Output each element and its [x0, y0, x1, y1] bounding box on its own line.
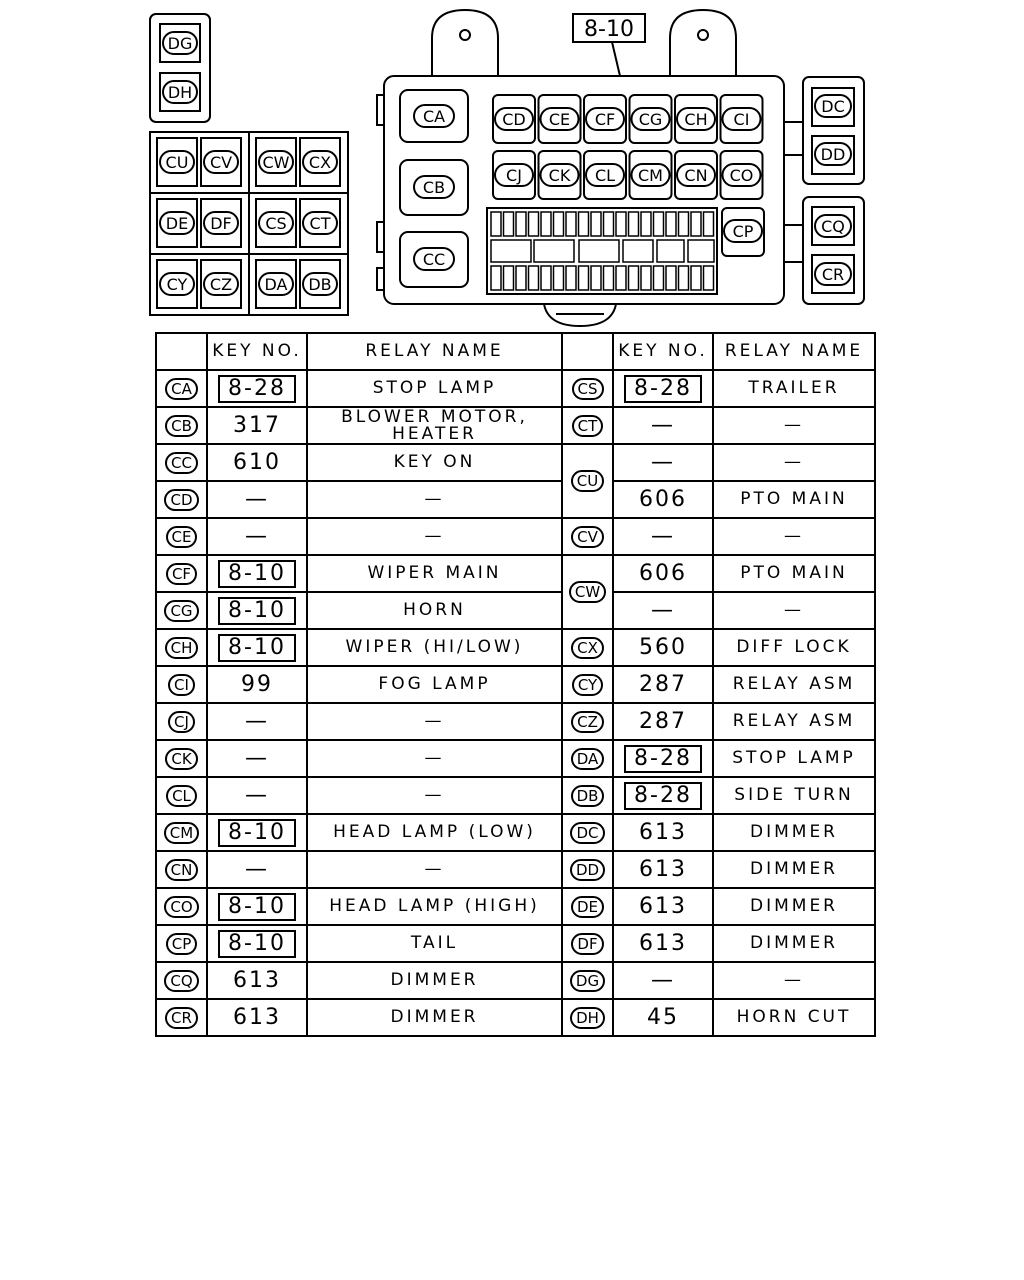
row-id-dd: [562, 851, 613, 888]
row-id-cb: [156, 407, 207, 444]
relay-name-de: DIMMER: [713, 888, 875, 925]
header-blank-left: [156, 333, 207, 370]
connector-dg: DG: [167, 34, 193, 53]
relay-name-cd: —: [307, 481, 562, 518]
key-no-value: —: [245, 708, 269, 734]
main-relay-box: [377, 10, 803, 326]
key-no-value: 8-10: [218, 634, 296, 662]
left-relay-grid: [150, 132, 348, 315]
table-row: [156, 962, 875, 999]
connector-db: DB: [308, 275, 332, 294]
key-no-cu: [613, 481, 713, 518]
key-no-value: 606: [639, 486, 687, 512]
connector-cx: CX: [308, 153, 332, 172]
connector-cj: CJ: [506, 166, 522, 185]
table-row: [156, 703, 875, 740]
relay-name-cf: WIPER MAIN: [307, 555, 562, 592]
key-no-value: —: [245, 856, 269, 882]
key-no-ci: [207, 666, 307, 703]
table-row: [156, 555, 875, 592]
key-no-cd: [207, 481, 307, 518]
connector-badge: CG: [164, 600, 198, 622]
connector-ct: CT: [309, 214, 331, 233]
connector-badge: CS: [572, 378, 604, 400]
relay-name-cj: —: [307, 703, 562, 740]
key-no-cc: [207, 444, 307, 481]
key-no-value: 45: [647, 1004, 679, 1030]
key-no-cg: [207, 592, 307, 629]
table-row: [156, 814, 875, 851]
header-relay-name-left: RELAY NAME: [307, 333, 562, 370]
connector-cf: CF: [594, 110, 616, 129]
connector-cu: CU: [165, 153, 189, 172]
table-row: [156, 888, 875, 925]
table-row: [156, 777, 875, 814]
key-no-value: —: [245, 782, 269, 808]
key-no-cj: [207, 703, 307, 740]
connector-badge: CY: [572, 674, 603, 696]
row-id-cd: [156, 481, 207, 518]
connector-badge: CJ: [168, 711, 195, 733]
connector-cl: CL: [594, 166, 616, 185]
key-no-cv: [613, 518, 713, 555]
connector-badge: CQ: [164, 970, 198, 992]
table-row: [156, 666, 875, 703]
key-no-value: 8-28: [624, 782, 702, 810]
connector-cd: CD: [502, 110, 526, 129]
row-id-cy: [562, 666, 613, 703]
key-no-cq: [207, 962, 307, 999]
table-row: [156, 999, 875, 1036]
key-no-value: 606: [639, 560, 687, 586]
relay-name-cg: HORN: [307, 592, 562, 629]
key-no-df: [613, 925, 713, 962]
connector-ce: CE: [548, 110, 571, 129]
key-no-cb: [207, 407, 307, 444]
key-no-value: 613: [233, 1004, 281, 1030]
relay-name-dg: —: [713, 962, 875, 999]
relay-name-ce: —: [307, 518, 562, 555]
table-row: [156, 481, 875, 518]
connector-badge: CW: [569, 581, 606, 603]
relay-name-cn: —: [307, 851, 562, 888]
relay-name-df: DIMMER: [713, 925, 875, 962]
connector-dd: DD: [820, 145, 846, 164]
key-no-value: —: [651, 597, 675, 623]
relay-name-cu: PTO MAIN: [713, 481, 875, 518]
connector-cp: CP: [732, 222, 754, 241]
relay-box-diagram: [0, 0, 1024, 330]
connector-badge: CL: [166, 785, 197, 807]
connector-badge: DB: [571, 785, 605, 807]
key-no-cu: [613, 444, 713, 481]
table-row: [156, 629, 875, 666]
row-id-ci: [156, 666, 207, 703]
connector-ci: CI: [733, 110, 750, 129]
key-no-value: 610: [233, 449, 281, 475]
table-row: [156, 592, 875, 629]
relay-name-ck: —: [307, 740, 562, 777]
connector-badge: CP: [166, 933, 198, 955]
relay-name-cb: BLOWER MOTOR, HEATER: [307, 407, 562, 444]
relay-name-cl: —: [307, 777, 562, 814]
header-key-no-right: KEY NO.: [613, 333, 713, 370]
connector-ca: CA: [422, 107, 446, 126]
relay-name-cw: —: [713, 592, 875, 629]
relay-name-db: SIDE TURN: [713, 777, 875, 814]
connector-badge: DG: [570, 970, 605, 992]
row-id-cc: [156, 444, 207, 481]
table-header-row: [156, 333, 875, 370]
key-no-value: —: [651, 412, 675, 438]
key-no-dd: [613, 851, 713, 888]
connector-badge: CR: [165, 1007, 198, 1029]
key-no-de: [613, 888, 713, 925]
connector-badge: CO: [164, 896, 198, 918]
row-id-cl: [156, 777, 207, 814]
connector-cw: CW: [262, 153, 290, 172]
relay-name-ch: WIPER (HI/LOW): [307, 629, 562, 666]
key-no-value: 8-28: [624, 375, 702, 403]
row-id-cr: [156, 999, 207, 1036]
connector-ch: CH: [684, 110, 708, 129]
key-no-cn: [207, 851, 307, 888]
header-blank-right: [562, 333, 613, 370]
header-key-no-left: KEY NO.: [207, 333, 307, 370]
key-no-value: —: [245, 486, 269, 512]
connector-cy: CY: [166, 275, 188, 294]
table-row: [156, 740, 875, 777]
table-row: [156, 925, 875, 962]
relay-table: [155, 332, 876, 1037]
row-id-ct: [562, 407, 613, 444]
row-id-cs: [562, 370, 613, 407]
row-id-cj: [156, 703, 207, 740]
row-id-ck: [156, 740, 207, 777]
key-no-co: [207, 888, 307, 925]
row-id-cv: [562, 518, 613, 555]
row-id-co: [156, 888, 207, 925]
connector-badge: CI: [168, 674, 195, 696]
connector-dc: DC: [821, 97, 845, 116]
connector-badge: CV: [571, 526, 604, 548]
connector-co: CO: [729, 166, 754, 185]
key-no-dc: [613, 814, 713, 851]
relay-name-cx: DIFF LOCK: [713, 629, 875, 666]
key-no-cx: [613, 629, 713, 666]
key-no-cr: [207, 999, 307, 1036]
connector-badge: DC: [570, 822, 604, 844]
key-no-da: [613, 740, 713, 777]
key-no-value: —: [245, 523, 269, 549]
row-id-df: [562, 925, 613, 962]
connector-badge: CF: [166, 563, 197, 585]
row-id-cm: [156, 814, 207, 851]
connector-cr: CR: [821, 265, 845, 284]
relay-name-cq: DIMMER: [307, 962, 562, 999]
connector-df: DF: [210, 214, 232, 233]
table-row: [156, 518, 875, 555]
key-no-value: 8-10: [218, 597, 296, 625]
connector-cm: CM: [638, 166, 663, 185]
relay-name-ci: FOG LAMP: [307, 666, 562, 703]
row-id-ca: [156, 370, 207, 407]
relay-name-cy: RELAY ASM: [713, 666, 875, 703]
key-no-cy: [613, 666, 713, 703]
relay-name-cz: RELAY ASM: [713, 703, 875, 740]
row-id-ce: [156, 518, 207, 555]
key-no-ch: [207, 629, 307, 666]
connector-badge: DA: [571, 748, 605, 770]
key-no-value: 287: [639, 671, 687, 697]
relay-name-da: STOP LAMP: [713, 740, 875, 777]
connector-badge: CK: [165, 748, 197, 770]
relay-name-cr: DIMMER: [307, 999, 562, 1036]
connector-badge: DH: [570, 1007, 605, 1029]
connector-cs: CS: [265, 214, 287, 233]
connector-badge: CH: [165, 637, 199, 659]
connector-cg: CG: [638, 110, 663, 129]
key-no-cz: [613, 703, 713, 740]
relay-name-dd: DIMMER: [713, 851, 875, 888]
key-no-dh: [613, 999, 713, 1036]
row-id-cx: [562, 629, 613, 666]
key-no-value: 8-28: [218, 375, 296, 403]
row-id-cf: [156, 555, 207, 592]
key-no-value: 287: [639, 708, 687, 734]
key-no-value: 317: [233, 412, 281, 438]
row-id-cw: [562, 555, 613, 629]
key-no-value: 8-28: [624, 745, 702, 773]
connector-badge: DF: [571, 933, 603, 955]
key-no-cl: [207, 777, 307, 814]
key-no-db: [613, 777, 713, 814]
key-no-ce: [207, 518, 307, 555]
connector-badge: CT: [572, 415, 604, 437]
relay-name-cv: —: [713, 518, 875, 555]
key-no-ct: [613, 407, 713, 444]
key-no-value: 99: [241, 671, 273, 697]
row-id-dg: [562, 962, 613, 999]
relay-name-cp: TAIL: [307, 925, 562, 962]
connector-ck: CK: [548, 166, 571, 185]
key-no-value: 613: [233, 967, 281, 993]
connector-badge: CM: [164, 822, 199, 844]
row-id-de: [562, 888, 613, 925]
relay-name-dc: DIMMER: [713, 814, 875, 851]
row-id-cq: [156, 962, 207, 999]
relay-name-ca: STOP LAMP: [307, 370, 562, 407]
connector-cc: CC: [422, 250, 446, 269]
relay-name-cw: PTO MAIN: [713, 555, 875, 592]
connector-badge: DD: [570, 859, 605, 881]
relay-name-dh: HORN CUT: [713, 999, 875, 1036]
key-no-value: 8-10: [218, 819, 296, 847]
row-id-cz: [562, 703, 613, 740]
row-id-cu: [562, 444, 613, 518]
key-no-value: 613: [639, 893, 687, 919]
connector-cv: CV: [209, 153, 233, 172]
key-no-cm: [207, 814, 307, 851]
table-row: [156, 444, 875, 481]
key-no-cw: [613, 555, 713, 592]
relay-name-co: HEAD LAMP (HIGH): [307, 888, 562, 925]
row-id-da: [562, 740, 613, 777]
key-no-value: 8-10: [218, 893, 296, 921]
key-no-cw: [613, 592, 713, 629]
relay-name-cc: KEY ON: [307, 444, 562, 481]
key-no-cf: [207, 555, 307, 592]
key-no-value: 8-10: [218, 560, 296, 588]
relay-name-cm: HEAD LAMP (LOW): [307, 814, 562, 851]
connector-badge: DE: [571, 896, 604, 918]
key-no-ca: [207, 370, 307, 407]
relay-name-cu: —: [713, 444, 875, 481]
key-no-value: 613: [639, 856, 687, 882]
relay-name-cs: TRAILER: [713, 370, 875, 407]
connector-cb: CB: [422, 178, 446, 197]
connector-badge: CE: [166, 526, 198, 548]
row-id-db: [562, 777, 613, 814]
key-no-value: 560: [639, 634, 687, 660]
key-no-value: —: [245, 745, 269, 771]
relay-name-ct: —: [713, 407, 875, 444]
connector-badge: CC: [165, 452, 198, 474]
row-id-dc: [562, 814, 613, 851]
connector-badge: CU: [571, 470, 604, 492]
connector-badge: CA: [165, 378, 198, 400]
connector-cz: CZ: [209, 275, 233, 294]
key-no-value: —: [651, 523, 675, 549]
row-id-cp: [156, 925, 207, 962]
row-id-dh: [562, 999, 613, 1036]
diagram-ref: 8-10: [584, 17, 634, 42]
key-no-value: —: [651, 449, 675, 475]
row-id-cn: [156, 851, 207, 888]
table-row: [156, 407, 875, 444]
connector-badge: CB: [165, 415, 198, 437]
key-no-value: —: [651, 967, 675, 993]
connector-da: DA: [264, 275, 288, 294]
connector-dh: DH: [167, 83, 193, 102]
key-no-cp: [207, 925, 307, 962]
table-row: [156, 851, 875, 888]
connector-badge: CD: [164, 489, 198, 511]
key-no-ck: [207, 740, 307, 777]
row-id-ch: [156, 629, 207, 666]
key-no-value: 613: [639, 930, 687, 956]
connector-badge: CZ: [571, 711, 604, 733]
key-no-cs: [613, 370, 713, 407]
table-row: [156, 370, 875, 407]
row-id-cg: [156, 592, 207, 629]
connector-cq: CQ: [821, 217, 845, 236]
connector-badge: CX: [571, 637, 604, 659]
header-relay-name-right: RELAY NAME: [713, 333, 875, 370]
key-no-value: 8-10: [218, 930, 296, 958]
connector-de: DE: [165, 214, 189, 233]
key-no-value: 613: [639, 819, 687, 845]
connector-badge: CN: [165, 859, 199, 881]
key-no-dg: [613, 962, 713, 999]
connector-cn: CN: [684, 166, 708, 185]
